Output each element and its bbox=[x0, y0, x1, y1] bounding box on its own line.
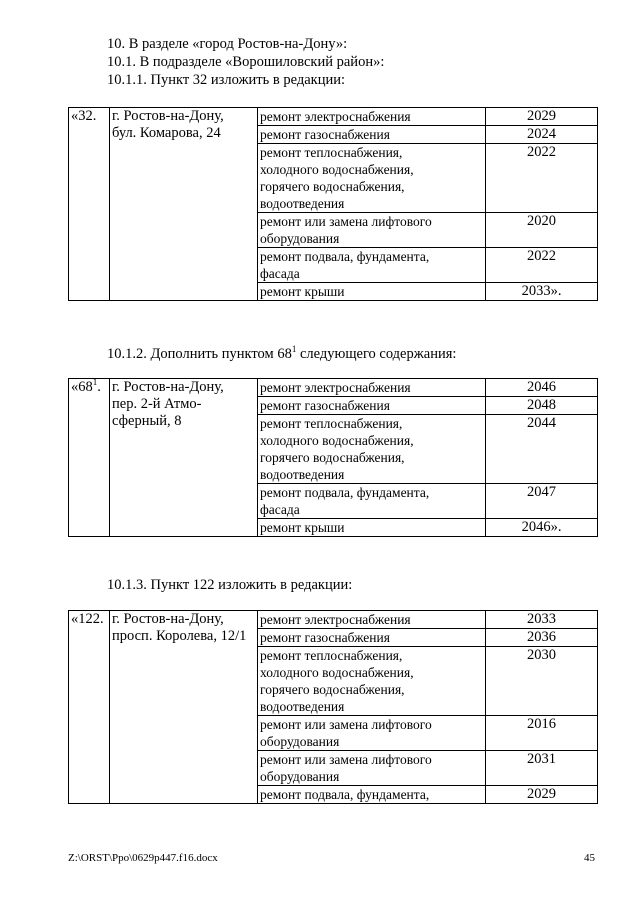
work-type-line: ремонт или замена лифтового bbox=[260, 752, 432, 767]
work-type-line: холодного водоснабжения, bbox=[260, 162, 414, 177]
work-year: 2046 bbox=[486, 379, 598, 397]
work-year: 2030 bbox=[486, 647, 598, 716]
work-type-line: горячего водоснабжения, bbox=[260, 682, 405, 697]
work-type bbox=[258, 397, 486, 415]
footer-page-number: 45 bbox=[584, 852, 595, 864]
work-type-line: оборудования bbox=[260, 231, 340, 246]
work-year: 2044 bbox=[486, 415, 598, 484]
work-type-line: ремонт теплоснабжения, bbox=[260, 145, 403, 160]
work-year: 2020 bbox=[486, 213, 598, 248]
work-type-line: оборудования bbox=[260, 769, 340, 784]
address-line: г. Ростов-на-Дону, bbox=[112, 379, 224, 395]
work-type-line: ремонт подвала, фундамента, bbox=[260, 485, 430, 500]
work-type-line: фасада bbox=[260, 266, 300, 281]
work-year: 2033 bbox=[486, 611, 598, 629]
address-line: бул. Комарова, 24 bbox=[112, 125, 221, 141]
work-type bbox=[258, 751, 486, 786]
item-number bbox=[69, 379, 110, 537]
work-type-line: ремонт газоснабжения bbox=[260, 398, 390, 413]
address-line: г. Ростов-на-Дону, bbox=[112, 611, 224, 627]
work-type-line: ремонт газоснабжения bbox=[260, 127, 390, 142]
work-year: 2029 bbox=[486, 108, 598, 126]
work-type-line: ремонт теплоснабжения, bbox=[260, 648, 403, 663]
work-type-line: ремонт электроснабжения bbox=[260, 612, 411, 627]
section-heading-2 bbox=[107, 346, 456, 363]
address-line: пер. 2-й Атмо- bbox=[112, 396, 202, 412]
work-type bbox=[258, 108, 486, 126]
address-line: просп. Королева, 12/1 bbox=[112, 628, 247, 644]
work-year: 2048 bbox=[486, 397, 598, 415]
work-type-line: ремонт теплоснабжения, bbox=[260, 416, 403, 431]
work-type bbox=[258, 611, 486, 629]
item-number-sup: 1 bbox=[92, 377, 98, 388]
work-year: 2036 bbox=[486, 629, 598, 647]
table-item-68-1 bbox=[68, 378, 598, 537]
work-type-line: ремонт газоснабжения bbox=[260, 630, 390, 645]
section-heading-2-text: 10.1.2. Дополнить пунктом 68 bbox=[107, 346, 292, 362]
item-address bbox=[110, 108, 258, 301]
work-type-line: водоотведения bbox=[260, 196, 345, 211]
work-type bbox=[258, 283, 486, 301]
work-type bbox=[258, 213, 486, 248]
address-line: г. Ростов-на-Дону, bbox=[112, 108, 224, 124]
section-heading-2-text-after: следующего содержания: bbox=[296, 346, 457, 362]
work-type bbox=[258, 716, 486, 751]
work-type bbox=[258, 415, 486, 484]
work-type bbox=[258, 379, 486, 397]
work-type-line: ремонт крыши bbox=[260, 284, 345, 299]
item-number bbox=[69, 108, 110, 301]
table-row bbox=[69, 108, 598, 126]
work-type-line: фасада bbox=[260, 502, 300, 517]
work-type-line: ремонт подвала, фундамента, bbox=[260, 787, 430, 802]
table-item-122 bbox=[68, 610, 598, 804]
heading-line-3: 10.1.1. Пункт 32 изложить в редакции: bbox=[107, 72, 346, 88]
work-year: 2033». bbox=[486, 283, 598, 301]
work-type bbox=[258, 126, 486, 144]
item-number-text: «122. bbox=[71, 611, 104, 627]
table-item-32 bbox=[68, 107, 598, 301]
work-type bbox=[258, 647, 486, 716]
work-year: 2022 bbox=[486, 248, 598, 283]
work-type-line: холодного водоснабжения, bbox=[260, 433, 414, 448]
work-type bbox=[258, 519, 486, 537]
work-type bbox=[258, 484, 486, 519]
section-heading-3: 10.1.3. Пункт 122 изложить в редакции: bbox=[107, 577, 353, 593]
work-year: 2046». bbox=[486, 519, 598, 537]
work-type-line: горячего водоснабжения, bbox=[260, 179, 405, 194]
work-year: 2031 bbox=[486, 751, 598, 786]
item-number-text: «68 bbox=[71, 379, 93, 395]
table-row bbox=[69, 379, 598, 397]
work-type-line: ремонт или замена лифтового bbox=[260, 214, 432, 229]
work-year: 2029 bbox=[486, 786, 598, 804]
work-type-line: ремонт электроснабжения bbox=[260, 109, 411, 124]
work-type bbox=[258, 248, 486, 283]
item-address bbox=[110, 379, 258, 537]
heading-line-1: 10. В разделе «город Ростов-на-Дону»: bbox=[107, 36, 348, 52]
work-type-line: ремонт или замена лифтового bbox=[260, 717, 432, 732]
section-heading-2-sup: 1 bbox=[291, 344, 297, 355]
footer-file-path: Z:\ORST\Ppo\0629p447.f16.docx bbox=[68, 852, 218, 864]
work-year: 2047 bbox=[486, 484, 598, 519]
work-year: 2022 bbox=[486, 144, 598, 213]
work-type-line: водоотведения bbox=[260, 467, 345, 482]
work-year: 2016 bbox=[486, 716, 598, 751]
work-type-line: ремонт электроснабжения bbox=[260, 380, 411, 395]
work-type-line: ремонт подвала, фундамента, bbox=[260, 249, 430, 264]
work-type-line: холодного водоснабжения, bbox=[260, 665, 414, 680]
work-type bbox=[258, 144, 486, 213]
item-number-text: «32. bbox=[71, 108, 97, 124]
address-line: сферный, 8 bbox=[112, 413, 182, 429]
item-number-suffix: . bbox=[97, 379, 101, 395]
work-type-line: ремонт крыши bbox=[260, 520, 345, 535]
heading-line-2: 10.1. В подразделе «Ворошиловский район»: bbox=[107, 54, 385, 70]
work-type bbox=[258, 786, 486, 804]
work-type bbox=[258, 629, 486, 647]
item-number bbox=[69, 611, 110, 804]
work-type-line: оборудования bbox=[260, 734, 340, 749]
table-row bbox=[69, 611, 598, 629]
work-year: 2024 bbox=[486, 126, 598, 144]
item-address bbox=[110, 611, 258, 804]
work-type-line: водоотведения bbox=[260, 699, 345, 714]
work-type-line: горячего водоснабжения, bbox=[260, 450, 405, 465]
